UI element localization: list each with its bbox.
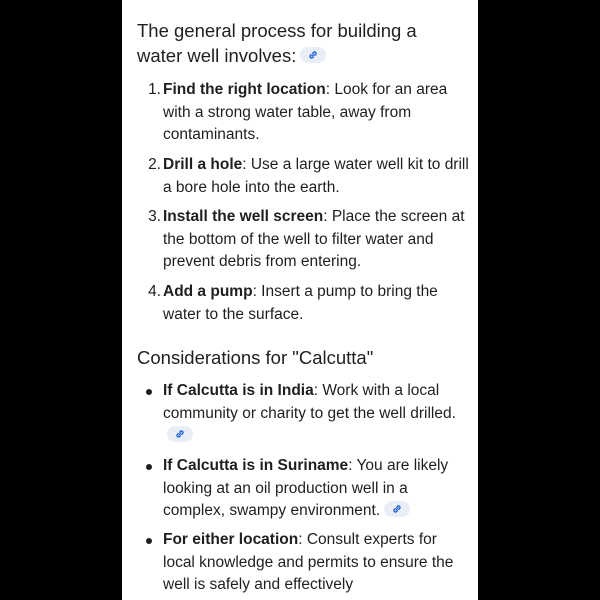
bullet-icon [146, 464, 152, 470]
link-icon [175, 429, 185, 439]
process-heading: The general process for building a water well involves: [137, 20, 417, 66]
source-link-chip[interactable] [384, 501, 410, 517]
list-item: For either location: Consult experts for local knowledge and permits to ensure the well is safely and effectively [137, 529, 472, 597]
bullet-icon [146, 538, 152, 544]
list-item: 4. Add a pump: Insert a pump to bring the water to the surface. [148, 283, 438, 323]
list-item: 2. Drill a hole: Use a large water well kit to drill a bore hole into the earth. [148, 156, 469, 196]
response-panel [122, 0, 478, 600]
bullet-icon [146, 389, 152, 395]
list-item: If Calcutta is in India: Work with a local community or charity to get the well drilled. [137, 380, 472, 448]
link-icon [308, 50, 318, 60]
list-item: 3. Install the well screen: Place the screen at the bottom of the well to filter water and prevent debris from entering. [148, 208, 465, 270]
list-item: If Calcutta is in Suriname: You are likely looking at an oil production well in a complex, swampy environment. [137, 455, 472, 523]
source-link-chip[interactable] [300, 47, 326, 63]
list-item: 1. Find the right location: Look for an area with a strong water table, away from contaminants. [148, 81, 448, 143]
considerations-heading: Considerations for "Calcutta" [137, 347, 374, 368]
source-link-chip[interactable] [167, 426, 193, 442]
link-icon [392, 504, 402, 514]
